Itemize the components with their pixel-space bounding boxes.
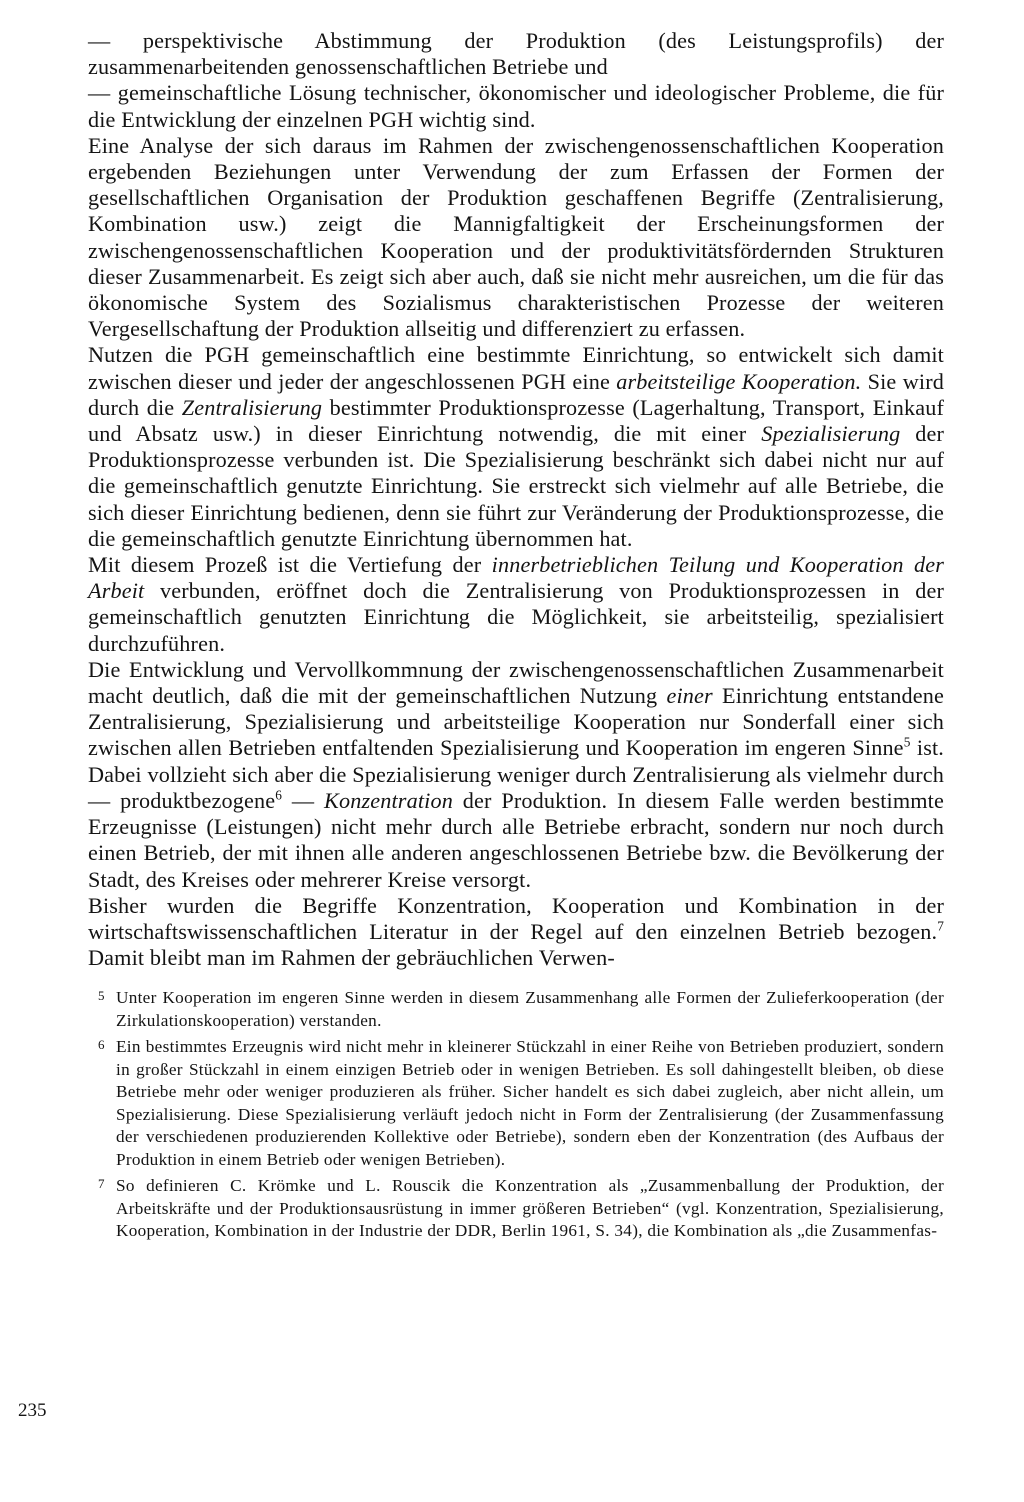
paragraph-7	[88, 893, 944, 972]
paragraph-5	[88, 552, 944, 657]
emphasis: innerbetrieblichen Teilung und Kooperation der Arbeit	[88, 552, 944, 604]
footnote-5	[88, 987, 944, 1032]
footnote-text: Ein bestimmtes Erzeugnis wird nicht mehr in kleinerer Stückzahl in einer Reihe von Betrieben produziert, sondern in großer Stückzahl in einem einzigen Betrieb oder in wenigen Betrieben. Es soll dahingestellt bleiben, ob diese Betriebe mehr oder weniger produzieren als früher. Sicher handelt es sich dabei zugleich, aber nicht allein, um Spezialisierung. Diese Spezialisierung verläuft jedoch nicht in Form der Zentralisierung (der Zusammenfassung der verschiedenen produzierenden Kollektive oder Betriebe), sondern eben der Konzentration (des Aufbaus der Produktion in einem Betrieb oder wenigen Betrieben).	[116, 1037, 944, 1169]
text-run: Bisher wurden die Begriffe Konzentration, Kooperation und Kombination in der wirtschaftswissenschaftlichen Literatur in der Regel auf den einzelnen Betrieb bezogen.	[88, 892, 944, 944]
emphasis: einer	[666, 683, 713, 709]
footnote-mark: 6	[98, 1037, 105, 1053]
footnote-7	[88, 1175, 944, 1243]
footnote-ref-6: 6	[275, 787, 283, 803]
text-run: der Produktionsprozesse verbunden ist. Die Spezialisierung beschränkt sich dabei nicht nur auf die gemeinschaftlich genutzte Einrichtung. Sie erstreckt sich vielmehr auf alle Betriebe, die sich dieser Einrichtung bedienen, denn sie führt zur Veränderung der Produktionsprozesse, die die gemeinschaftlich genutzte Einrichtung übernommen hat.	[88, 421, 945, 551]
text-run: Damit bleibt man im Rahmen der gebräuchlichen Verwen-	[88, 945, 615, 971]
footnote-ref-7: 7	[937, 918, 944, 934]
footnote-mark: 7	[98, 1176, 105, 1192]
paragraph-3: Eine Analyse der sich daraus im Rahmen der zwischengenossenschaftlichen Kooperation ergebenden Beziehungen unter Verwendung der zum Erfassen der Formen der gesellschaftlichen Organisation der Produktion geschaffenen Begriffe (Zentralisierung, Kombination usw.) zeigt die Mannigfaltigkeit der Erscheinungsformen der zwischengenossenschaftlichen Kooperation und der produktivitätsfördernden Strukturen dieser Zusammenarbeit. Es zeigt sich aber auch, daß sie nicht mehr ausreichen, um die für das ökonomische System des Sozialismus charakteristischen Prozesse der weiteren Vergesellschaftung der Produktion allseitig und differenziert zu erfassen.	[88, 132, 944, 342]
main-text	[88, 28, 944, 971]
document-page	[88, 28, 944, 1247]
footnote-mark: 5	[98, 988, 105, 1004]
text-run: Nutzen die PGH gemeinschaftlich eine bestimmte Einrichtung, so entwickelt sich damit zwischen dieser und jeder der angeschlossenen PGH eine	[88, 342, 944, 394]
paragraph-1: — perspektivische Abstimmung der Produktion (des Leistungsprofils) der zusammenarbeitenden genossenschaftlichen Betriebe und	[88, 28, 944, 80]
text-run: Einrichtung entstandene Zentralisierung, Spezialisierung und arbeitsteilige Kooperation nur Sonderfall einer sich zwischen allen Betrieben entfaltenden Spezialisierung und Kooperation im engeren Sinne	[88, 683, 944, 761]
paragraph-4	[88, 342, 944, 552]
text-run: Mit diesem Prozeß ist die Vertiefung der	[88, 552, 492, 578]
footnote-ref-5: 5	[903, 735, 911, 751]
footnote-text: Unter Kooperation im engeren Sinne werden in diesem Zusammenhang alle Formen der Zulieferkooperation (der Zirkulationskooperation) verstanden.	[116, 988, 944, 1030]
emphasis: Konzentration	[324, 787, 453, 813]
emphasis: Spezialisierung	[761, 421, 901, 447]
paragraph-2: — gemeinschaftliche Lösung technischer, ökonomischer und ideologischer Probleme, die für die Entwicklung der einzelnen PGH wichtig sind.	[88, 80, 944, 132]
text-run: verbunden, eröffnet doch die Zentralisierung von Produktionsprozessen in der gemeinschaftlich genutzten Einrichtung die Möglichkeit, sie arbeitsteilig, spezialisiert durchzuführen.	[88, 578, 944, 656]
footnotes	[88, 987, 944, 1243]
paragraph-6	[88, 657, 944, 893]
text-run: ist. Dabei vollzieht sich aber die Spezialisierung weniger durch Zentralisierung als vielmehr durch — produktbezogene	[88, 735, 944, 813]
footnote-6	[88, 1036, 944, 1171]
page-number: 235	[18, 1400, 47, 1421]
text-run: Die Entwicklung und Vervollkommnung der zwischengenossenschaftlichen Zusammenarbeit macht deutlich, daß die mit der gemeinschaftlichen Nutzung	[88, 656, 944, 709]
emphasis: arbeitsteilige Kooperation.	[616, 368, 862, 394]
text-run: Sie wird durch die	[88, 368, 944, 420]
text-run: —	[282, 787, 325, 813]
emphasis: Zentralisierung	[181, 394, 323, 420]
text-run: bestimmter Produktionsprozesse (Lagerhaltung, Transport, Einkauf und Absatz usw.) in dieser Einrichtung notwendig, die mit einer	[88, 394, 945, 447]
text-run: der Produktion. In diesem Falle werden bestimmte Erzeugnisse (Leistungen) nicht mehr durch alle Betriebe erbracht, sondern nur noch durch einen Betrieb, der mit ihnen alle anderen angeschlossenen Betriebe bzw. die Bevölkerung der Stadt, des Kreises oder mehrerer Kreise versorgt.	[88, 787, 944, 892]
footnote-text: So definieren C. Krömke und L. Rouscik die Konzentration als „Zusammenballung der Produktion, der Arbeitskräfte und der Produktionsausrüstung in immer größeren Betrieben“ (vgl. Konzentration, Spezialisierung, Kooperation, Kombination in der Industrie der DDR, Berlin 1961, S. 34), die Kombination als „die Zusammenfas-	[116, 1176, 944, 1241]
